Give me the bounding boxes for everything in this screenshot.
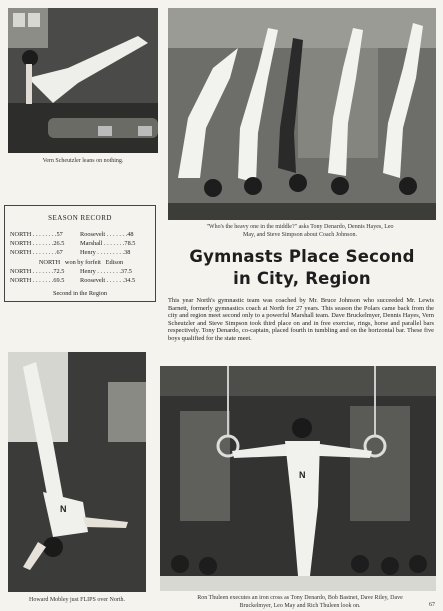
record-row: NORTH . . . . . . .26.5 Marshall . . . . . . .78.5 xyxy=(10,240,136,248)
season-record-box xyxy=(4,205,156,302)
record-row: NORTH . . . . . . .69.5 Roosevelt . . . . . .34.5 xyxy=(10,277,136,285)
jersey-letter: N xyxy=(60,504,67,514)
jersey-letter: N xyxy=(299,470,306,480)
photo-flip xyxy=(8,352,146,592)
record-row: NORTH won by forfeit Edison xyxy=(38,258,124,266)
season-record-rows xyxy=(10,230,152,285)
caption-bottom-right: Ron Thuleen executes an iron cross as Tony Denardo, Bob Bastnet, Dave Riley, Dave Bruckelmyer, Leo May and Rich Thuleen look on. xyxy=(197,595,403,609)
headline-line-1: Gymnasts Place Second xyxy=(189,247,415,266)
photo-pommel-horse xyxy=(8,8,158,153)
article-body: This year North's gymnastic team was coached by Mr. Bruce Johnson who succeeded Mr. Lewis Barnett, formerly gymnastics coach at North for 27 years. This season the Polars came back from the city and region meet second only to a powerful Marshall team. Dave Bruckelmyer, Dennis Hayes, Vern Scheutzler and Steve Simpson took third place on and in free exercise, rings, horse and parallel bars respectively. Tony Denardo, co-captain, placed fourth in tumbling and on the horizontal bar. These five boys qualified for the state meet. xyxy=(168,297,434,342)
headline-line-2: in City, Region xyxy=(233,269,371,288)
record-row: NORTH . . . . . . .72.5 Henry . . . . . . . .37.5 xyxy=(10,267,132,275)
caption-top-left: Vern Scheutzler leans on nothing. xyxy=(42,158,124,164)
season-record-footer: Second in the Region xyxy=(52,290,108,297)
photo-handstand-group xyxy=(168,8,436,220)
page-number: 67 xyxy=(429,602,435,608)
article-headline xyxy=(168,246,436,290)
season-record-title: SEASON RECORD xyxy=(48,214,112,222)
record-row: NORTH . . . . . . . .67 Henry . . . . . . . . .38 xyxy=(10,249,131,257)
caption-top-right: "Who's the heavy one in the middle?" asks Tony Denardo, Dennis Hayes, Leo May, and Steve Simpson about Coach Johnson. xyxy=(206,224,394,238)
record-row: NORTH . . . . . . . .57 Roosevelt . . . . . . .48 xyxy=(10,231,134,238)
caption-bottom-left: Howard Mobley just FLIPS over North. xyxy=(29,597,125,603)
photo-iron-cross xyxy=(160,366,436,591)
